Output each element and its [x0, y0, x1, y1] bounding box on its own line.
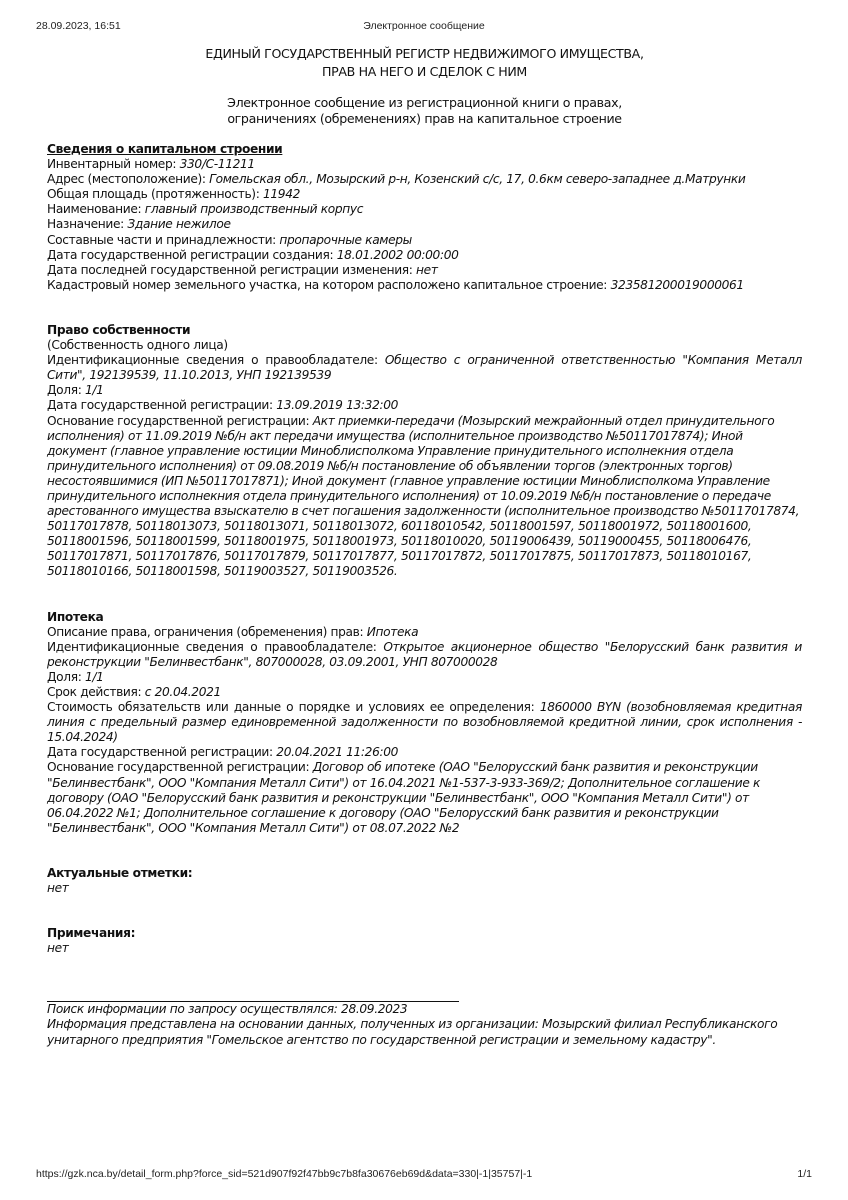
field-value: 1/1 [84, 383, 104, 398]
field-value: 330/С-11211 [179, 157, 255, 172]
field-label: Адрес (местоположение): [47, 172, 210, 187]
field-share [47, 383, 802, 398]
field-value: Здание нежилое [127, 217, 231, 232]
field-name [47, 202, 802, 217]
field-purpose [47, 217, 802, 232]
current-marks-section [47, 866, 802, 896]
current-marks-value: нет [47, 881, 69, 896]
field-value: Ипотека [366, 624, 419, 639]
field-right-description [47, 625, 802, 640]
document-title [47, 46, 802, 80]
field-label: Кадастровый номер земельного участка, на котором расположено капитальное строение: [47, 277, 611, 292]
field-label: Описание права, ограничения (обременения) прав: [47, 624, 367, 639]
field-value: Общество с ограниченной ответственностью "Компания Металл Сити", 192139539, 11.10.2013, УНП 192139539 [47, 353, 802, 383]
ownership-type: (Собственность одного лица) [47, 338, 228, 353]
field-label: Доля: [47, 669, 85, 684]
field-creation-registration-date [47, 248, 802, 263]
field-value: Договор об ипотеке (ОАО "Белорусский банк развития и реконструкции "Белинвестбанк", ООО "Компания Металл Сити") от 16.04.2021 №1-537-3-933-369/2; Дополнительное соглашение к договору (ОАО "Белорусский банк развития и реконструкции "Белинвестбанк", ООО "Компания Металл Сити") от 06.04.2022 №1; Дополнительное соглашение к договору (ОАО "Белорусский банк развития и реконструкции "Белинвестбанк", ООО "Компания Металл Сити") от 08.07.2022 №2 [47, 760, 761, 835]
field-value: 1/1 [84, 669, 104, 684]
notes-value: нет [47, 941, 69, 956]
print-datetime: 28.09.2023, 16:51 [36, 20, 121, 32]
notes-title: Примечания: [47, 926, 136, 941]
title-line-2: ПРАВ НА НЕГО И СДЕЛОК С НИМ [322, 64, 527, 79]
field-label: Основание государственной регистрации: [47, 760, 313, 775]
field-value: Гомельская обл., Мозырский р-н, Козенский с/с, 17, 0.6км северо-западнее д.Матрунки [209, 172, 746, 187]
field-label: Доля: [47, 383, 85, 398]
field-right-holder [47, 353, 802, 383]
field-value: 13.09.2019 13:32:00 [276, 398, 399, 413]
field-label: Составные части и принадлежности: [47, 232, 280, 247]
print-page-title: Электронное сообщение [363, 20, 485, 32]
field-obligation-value [47, 700, 802, 745]
ownership-section [47, 323, 802, 580]
field-registration-basis [47, 760, 802, 835]
page-url: https://gzk.nca.by/detail_form.php?force_sid=521d907f92f47bb9c7b8fa30676eb69d&data=330|-1|35757|-1 [36, 1168, 533, 1180]
field-share [47, 670, 802, 685]
field-right-holder [47, 640, 802, 670]
field-value: пропарочные камеры [279, 232, 412, 247]
subtitle-line-2: ограничениях (обременениях) прав на капитальное строение [227, 111, 622, 126]
field-label: Срок действия: [47, 685, 145, 699]
title-line-1: ЕДИНЫЙ ГОСУДАРСТВЕННЫЙ РЕГИСТР НЕДВИЖИМОГО ИМУЩЕСТВА, [205, 46, 644, 61]
field-label: Дата государственной регистрации: [47, 398, 277, 413]
field-value: 11942 [263, 187, 301, 202]
field-label: Дата государственной регистрации создания: [47, 247, 337, 262]
field-registration-date [47, 745, 802, 760]
building-section [47, 142, 802, 293]
page-number: 1/1 [797, 1168, 812, 1180]
field-cadastral-number [47, 278, 802, 293]
document-body [47, 46, 802, 1048]
document-subtitle [47, 95, 802, 127]
field-value: 1860000 BYN (возобновляемая кредитная линия с предельный размер единовременной задолженности по возобновляемой кредитной линии, срок исполнения - 15.04.2024) [47, 700, 802, 745]
field-components [47, 233, 802, 248]
print-header [0, 20, 848, 34]
print-footer [0, 1168, 848, 1182]
field-label: Наименование: [47, 202, 145, 217]
field-registration-basis [47, 414, 802, 580]
field-inventory-number [47, 157, 802, 172]
field-value: с 20.04.2021 [144, 685, 221, 699]
field-value: нет [416, 262, 438, 277]
field-value: 18.01.2002 00:00:00 [336, 247, 459, 262]
field-label: Дата государственной регистрации: [47, 745, 277, 760]
field-value: 323581200019000061 [610, 277, 744, 292]
field-validity-period [47, 685, 802, 700]
field-label: Инвентарный номер: [47, 157, 180, 172]
search-date-note: Поиск информации по запросу осуществлялся: 28.09.2023 [47, 1002, 408, 1017]
source-note: Информация представлена на основании данных, полученных из организации: Мозырский филиал Республиканского унитарного предприятия "Гомельское агентство по государственной регистрации и земельному кадастру". [47, 1017, 778, 1047]
field-label: Идентификационные сведения о правообладателе: [47, 639, 384, 654]
field-value: главный производственный корпус [144, 202, 364, 217]
subtitle-line-1: Электронное сообщение из регистрационной книги о правах, [227, 95, 622, 110]
notes-section [47, 926, 802, 956]
field-total-area [47, 187, 802, 202]
mortgage-section-title: Ипотека [47, 609, 104, 624]
field-registration-date [47, 398, 802, 413]
field-label: Дата последней государственной регистрации изменения: [47, 262, 417, 277]
field-value: 20.04.2021 11:26:00 [276, 745, 399, 760]
field-value: Открытое акционерное общество "Белорусский банк развития и реконструкции "Белинвестбанк", 807000028, 03.09.2001, УНП 807000028 [47, 639, 802, 669]
field-label: Стоимость обязательств или данные о порядке и условиях ее определения: [47, 700, 540, 715]
current-marks-title: Актуальные отметки: [47, 865, 193, 880]
field-label: Основание государственной регистрации: [47, 413, 313, 428]
ownership-section-title: Право собственности [47, 322, 191, 337]
building-section-title: Сведения о капитальном строении [47, 142, 283, 156]
field-last-change-date [47, 263, 802, 278]
field-label: Назначение: [47, 217, 128, 232]
field-value: Акт приемки-передачи (Мозырский межрайонный отдел принудительного исполнения) от 11.09.2019 №б/н акт передачи имущества (исполнительное производство №50117017874); Иной документ (главное управление юстиции Миноблисполкома Управление принудительного исполнекния отдела принудительного исполнения) от 09.08.2019 №б/н постановление об объявлении торгов (электронных торгов) несостоявшимися (ИП №50117017871); Иной документ (главное управление юстиции Миноблисполкома Управление принудительного исполнекния отдела принудительного исполнения) от 10.09.2019 №б/н постановление о передаче арестованного имущества взыскателю в счет погашения задолженности (исполнительное производство №50117017874, 50117017878, 50118013073, 50118013071, 50118013072, 60118010542, 50118001597, 50118001972, 50118001600, 50118001596, 50118001599, 50118001975, 50118001973, 50118010020, 50119006439, 50119000455, 50118006476, 50117017871, 50117017876, 50117017879, 50117017877, 50117017872, 50117017875, 50117017873, 50118010167, 50118010166, 50118001598, 50119003527, 50119003526. [47, 413, 800, 579]
mortgage-section [47, 610, 802, 836]
field-label: Общая площадь (протяженность): [47, 187, 263, 202]
field-address [47, 172, 802, 187]
field-label: Идентификационные сведения о правообладателе: [47, 353, 385, 368]
